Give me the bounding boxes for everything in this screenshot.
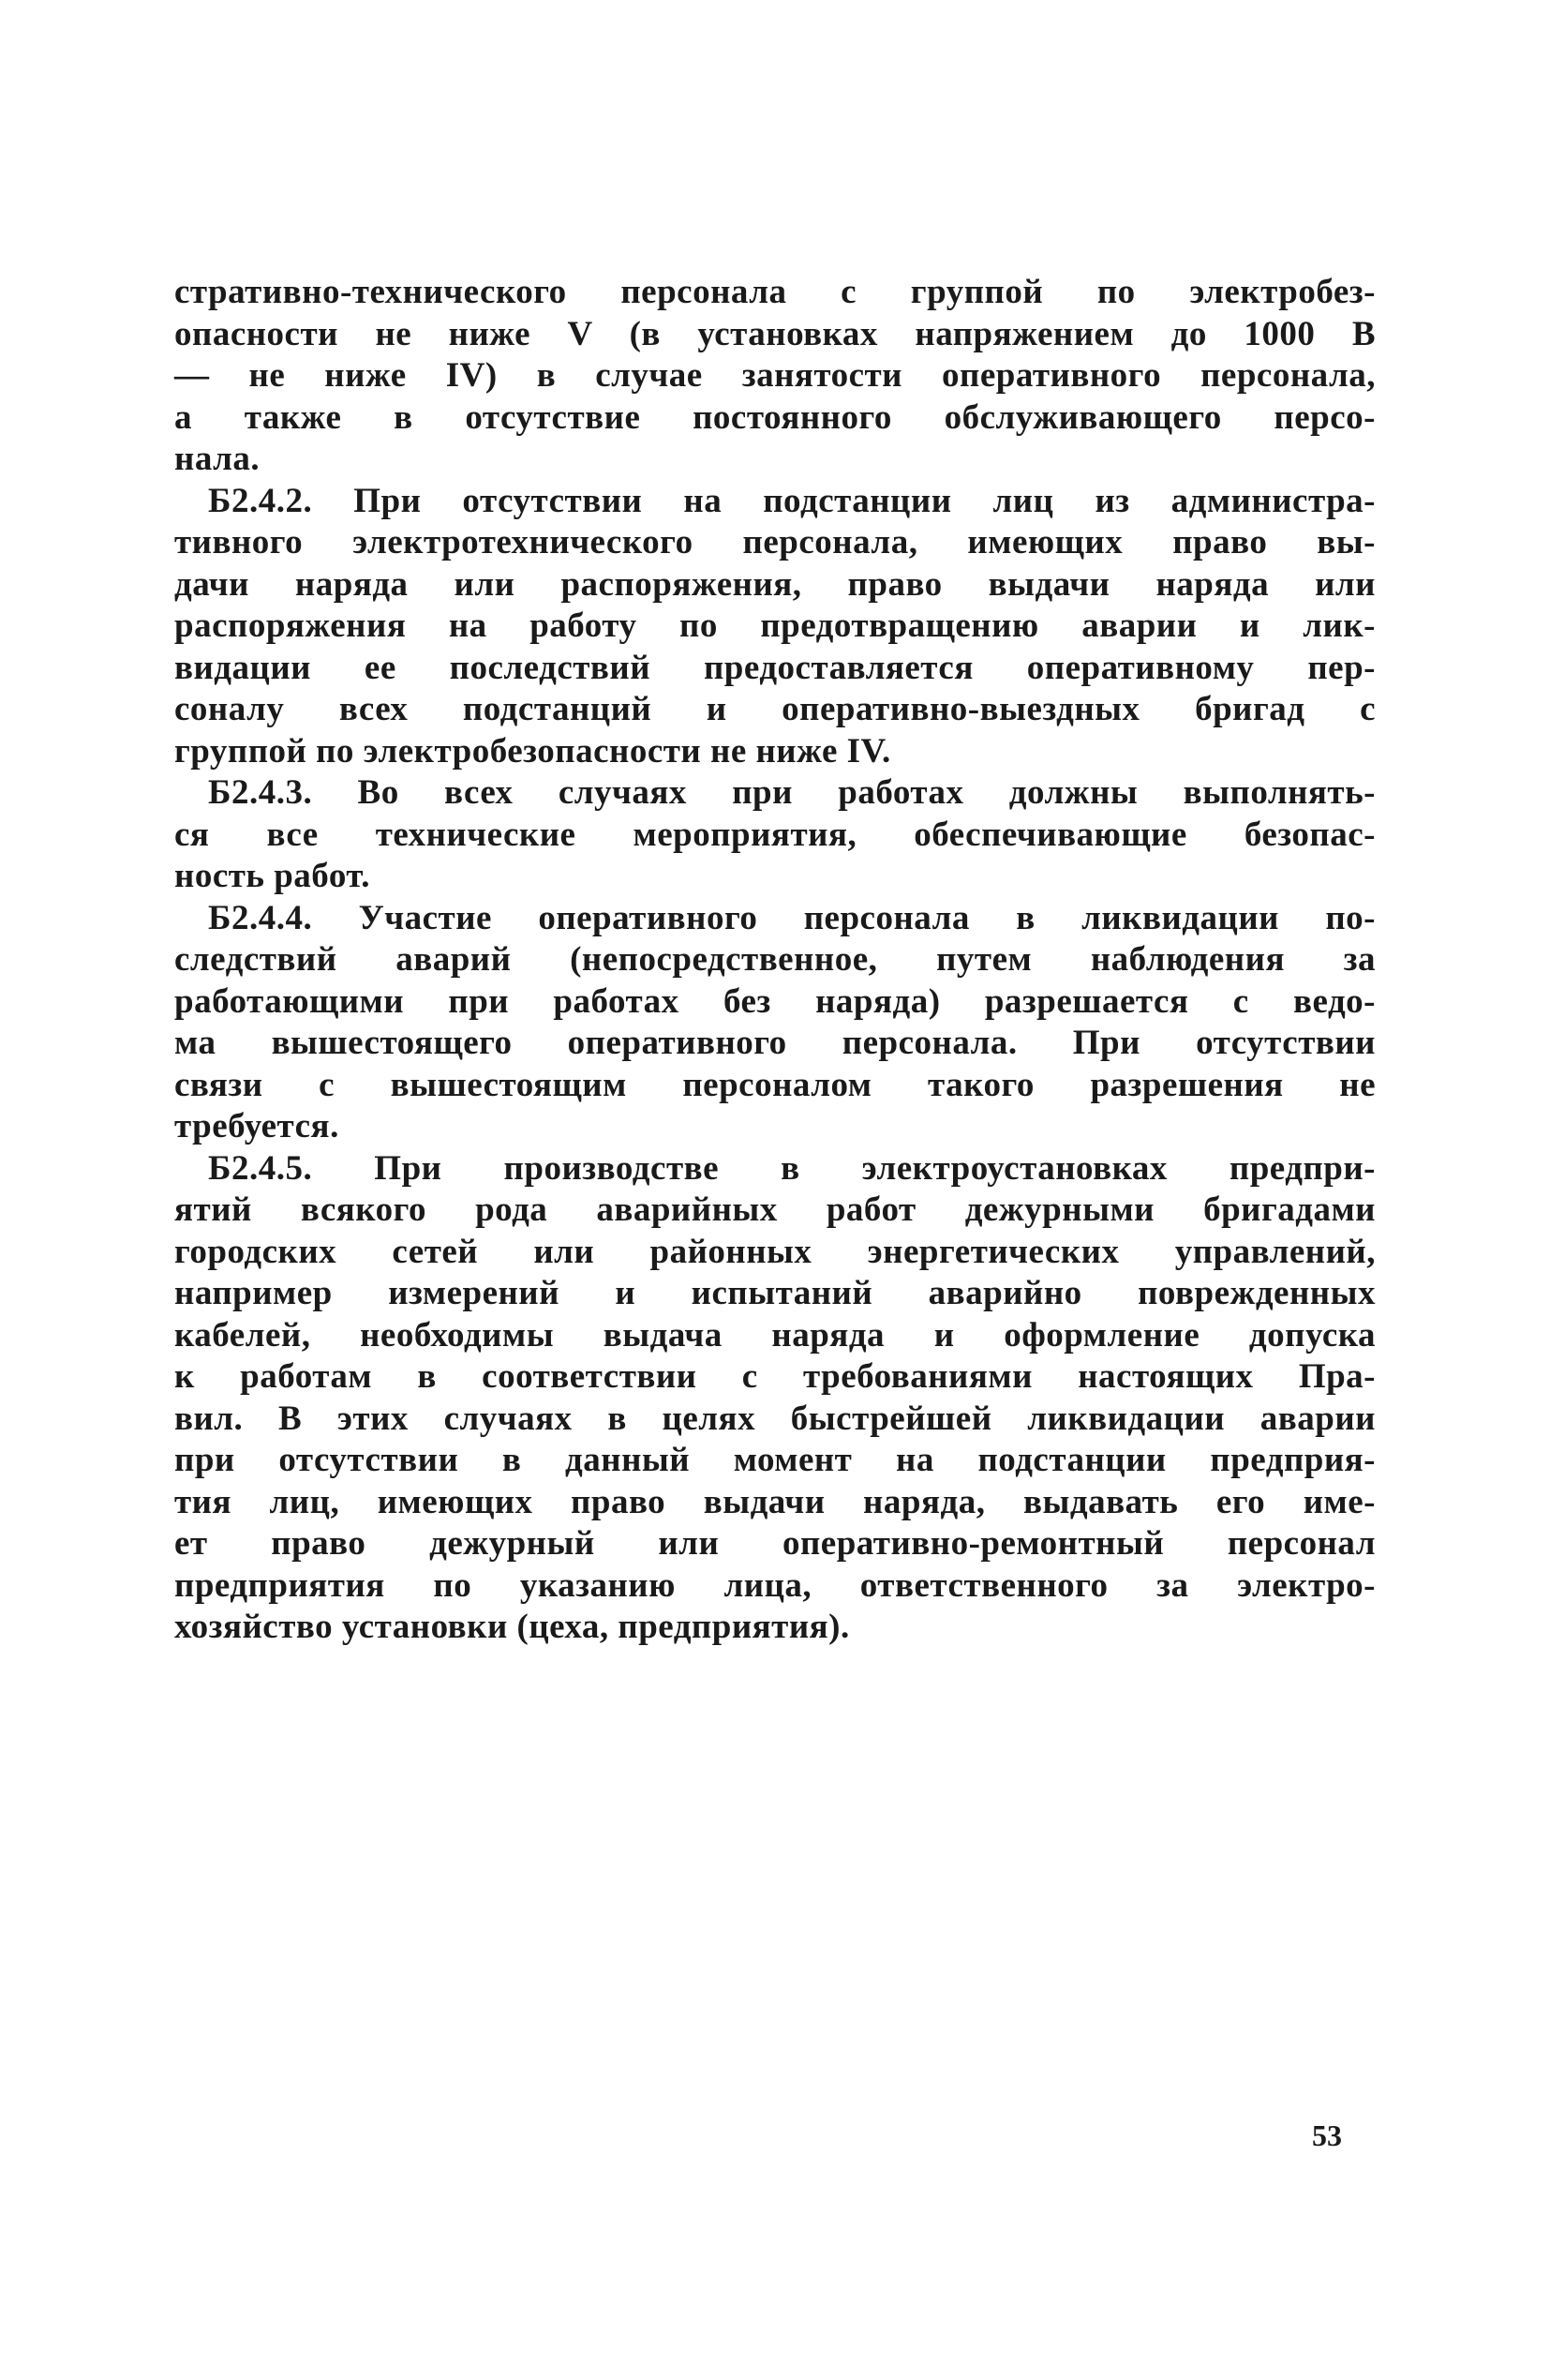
text-line: ет право дежурный или оперативно-ремонтный персонал	[174, 1524, 1376, 1563]
text-line: тивного электротехнического персонала, имеющих право вы-	[174, 523, 1376, 561]
text-line: Б2.4.5. При производстве в электроустановках предпри-	[208, 1148, 1376, 1188]
text-line: распоряжения на работу по предотвращению аварии и лик-	[174, 606, 1376, 645]
body-text	[174, 272, 1376, 1649]
text-line: ность работ.	[174, 857, 370, 895]
text-line: хозяйство установки (цеха, предприятия).	[174, 1608, 850, 1646]
text-line: требуется.	[174, 1107, 339, 1145]
text-line: стративно-технического персонала с группой по электробез-	[174, 273, 1376, 311]
text-line: предприятия по указанию лица, ответственного за электро-	[174, 1565, 1376, 1605]
text-line: к работам в соответствии с требованиями настоящих Пра-	[174, 1357, 1376, 1396]
text-line: видации ее последствий предоставляется оперативному пер-	[174, 648, 1376, 687]
text-line: вил. В этих случаях в целях быстрейшей ликвидации аварии	[174, 1399, 1376, 1438]
text-line: кабелей, необходимы выдача наряда и оформление допуска	[174, 1315, 1376, 1355]
text-line: опасности не ниже V (в установках напряжением до 1000 В	[174, 314, 1376, 353]
text-line: связи с вышестоящим персоналом такого разрешения не	[174, 1065, 1376, 1104]
text-line: следствий аварий (непосредственное, путем наблюдения за	[174, 940, 1376, 979]
text-line: ятий всякого рода аварийных работ дежурными бригадами	[174, 1190, 1376, 1229]
text-line: работающими при работах без наряда) разрешается с ведо-	[174, 981, 1376, 1021]
text-line: например измерений и испытаний аварийно поврежденных	[174, 1274, 1376, 1312]
text-line: городских сетей или районных энергетических управлений,	[174, 1232, 1376, 1271]
text-line: ся все технические мероприятия, обеспечивающие безопас-	[174, 815, 1376, 854]
text-line: Б2.4.3. Во всех случаях при работах должны выполнять-	[208, 773, 1376, 812]
page-number: 53	[1312, 2118, 1342, 2152]
text-line: группой по электробезопасности не ниже IV.	[174, 731, 891, 771]
text-line: Б2.4.4. Участие оперативного персонала в ликвидации по-	[208, 898, 1376, 937]
text-line: ма вышестоящего оперативного персонала. При отсутствии	[174, 1024, 1376, 1062]
text-line: дачи наряда или распоряжения, право выдачи наряда или	[174, 564, 1376, 604]
text-line: соналу всех подстанций и оперативно-выездных бригад с	[174, 690, 1376, 728]
text-line: — не ниже IV) в случае занятости оперативного персонала,	[174, 356, 1376, 395]
text-line: а также в отсутствие постоянного обслуживающего персо-	[174, 397, 1376, 437]
text-line: тия лиц, имеющих право выдачи наряда, выдавать его име-	[174, 1482, 1376, 1521]
text-line: Б2.4.2. При отсутствии на подстанции лиц из администра-	[208, 481, 1376, 520]
text-line: нала.	[174, 440, 261, 478]
text-line: при отсутствии в данный момент на подстанции предприя-	[174, 1441, 1376, 1479]
